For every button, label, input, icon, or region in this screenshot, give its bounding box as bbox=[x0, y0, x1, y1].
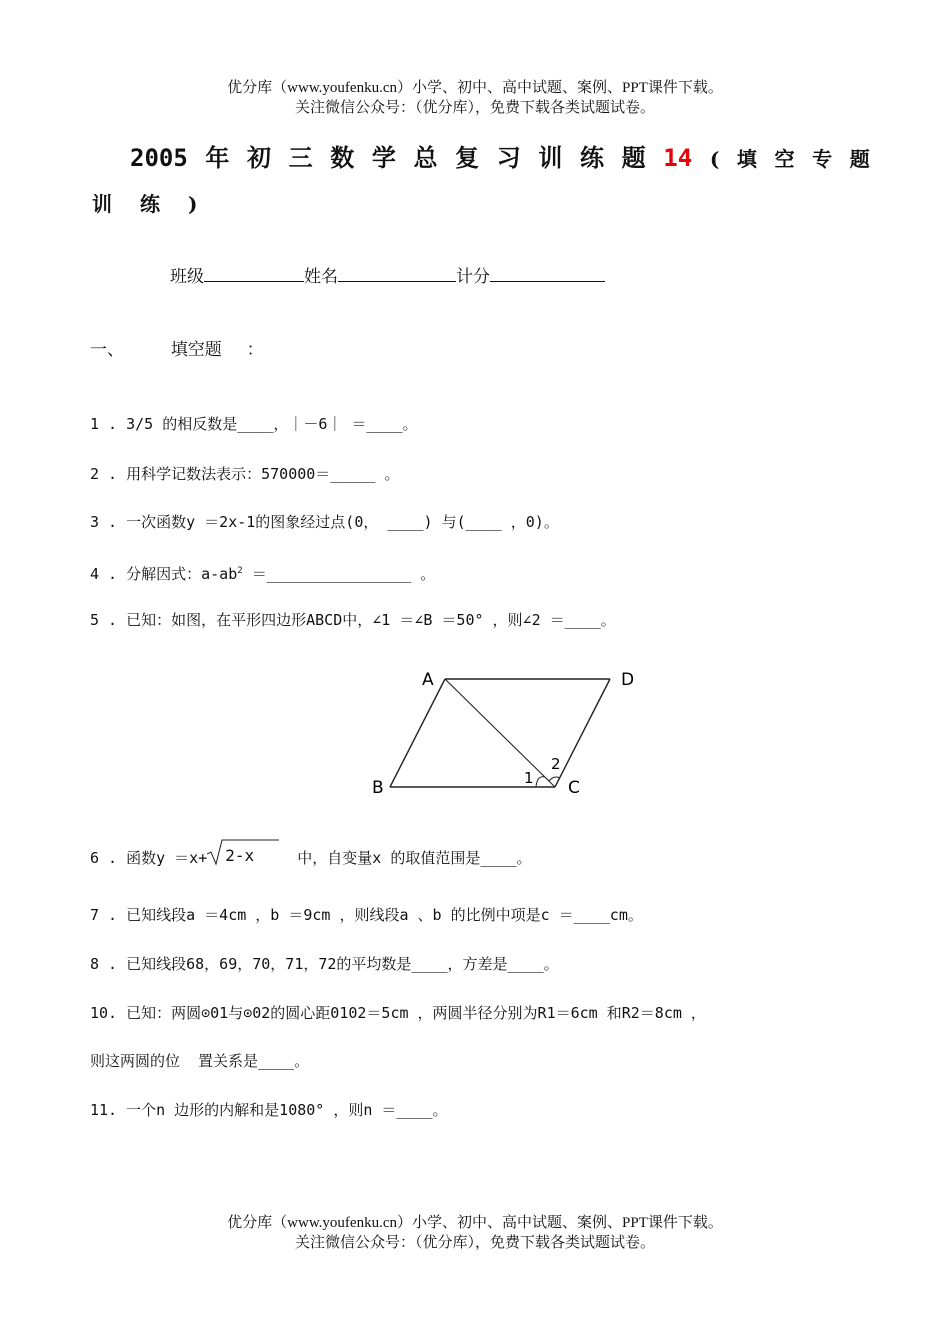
title-char: 习 bbox=[496, 143, 521, 172]
class-blank[interactable] bbox=[204, 263, 304, 282]
square-root bbox=[207, 846, 279, 874]
title-number: 14 bbox=[663, 144, 693, 172]
question-3: 3 . 一次函数y ＝2x-1的图象经过点(0， ____) 与(____ ，0)。 bbox=[90, 513, 559, 531]
score-blank[interactable] bbox=[490, 263, 605, 282]
question-4-text: 4 . 分解因式：a-ab bbox=[90, 565, 238, 583]
name-blank[interactable] bbox=[338, 263, 456, 282]
title-char: 年 bbox=[205, 143, 230, 172]
title-char: 学 bbox=[371, 143, 396, 172]
question-11: 11. 一个n 边形的内解和是1080° ，则n ＝____。 bbox=[90, 1101, 448, 1119]
score-label: 计分 bbox=[456, 267, 490, 287]
footer-line-2: 关注微信公众号：（优分库），免费下载各类试题试卷。 bbox=[294, 1235, 655, 1251]
header-line-1: 优分库（www.youfenku.cn）小学、初中、高中试题、案例、PPT课件下载。 bbox=[227, 80, 723, 96]
question-10-line-1: 10. 已知：两圆⊙01与⊙02的圆心距0102＝5cm ，两圆半径分别为R1＝6cm 和R2＝8cm ， bbox=[90, 1004, 706, 1022]
question-8: 8 . 已知线段68，69，70，71，72的平均数是____，方差是____。 bbox=[90, 955, 559, 973]
question-4-exponent: 2 bbox=[237, 566, 243, 576]
edge-DC bbox=[555, 679, 610, 787]
section-heading bbox=[90, 338, 264, 362]
question-1: 1 . 3/5 的相反数是____，｜－6｜ ＝____。 bbox=[90, 415, 418, 433]
angle-1-arc bbox=[536, 777, 545, 787]
vertex-label-C: C bbox=[568, 778, 580, 798]
title-year: 2005 bbox=[130, 144, 188, 172]
section-colon: ： bbox=[246, 340, 264, 360]
title-sub-char: 题 bbox=[849, 147, 870, 171]
title-line2-char: 训 bbox=[92, 192, 112, 216]
name-label: 姓名 bbox=[304, 267, 338, 287]
title-sub-char: 专 bbox=[812, 147, 833, 171]
title-char: 训 bbox=[538, 143, 563, 172]
edge-AB bbox=[390, 679, 445, 787]
question-6 bbox=[90, 846, 532, 874]
title-char: 数 bbox=[330, 143, 355, 172]
title-char: 复 bbox=[455, 143, 480, 172]
title-char: 总 bbox=[413, 143, 438, 172]
title-char: 题 bbox=[621, 143, 646, 172]
footer-line-1: 优分库（www.youfenku.cn）小学、初中、高中试题、案例、PPT课件下载。 bbox=[227, 1215, 723, 1231]
title-sub-char: 空 bbox=[774, 147, 795, 171]
question-5: 5 . 已知：如图，在平形四边形ABCD中，∠1 ＝∠B ＝50° ，则∠2 ＝____。 bbox=[90, 611, 616, 629]
question-6-rest: 中，自变量x 的取值范围是____。 bbox=[279, 849, 532, 867]
vertex-label-A: A bbox=[422, 670, 434, 690]
question-4 bbox=[90, 559, 435, 586]
question-4-answer: ＝________________ 。 bbox=[242, 565, 436, 583]
question-2: 2 . 用科学记数法表示：570000＝_____ 。 bbox=[90, 465, 400, 483]
header-line-2: 关注微信公众号：（优分库），免费下载各类试题试卷。 bbox=[294, 100, 655, 116]
student-info-line bbox=[170, 263, 605, 289]
question-6-text: 6 . 函数y ＝x+ bbox=[90, 849, 208, 867]
page-title-continued bbox=[92, 188, 197, 218]
angle-label-2: 2 bbox=[551, 755, 561, 773]
parallelogram-figure bbox=[360, 665, 650, 805]
vertex-label-B: B bbox=[372, 778, 384, 798]
question-10-line-2: 则这两圆的位 置关系是____。 bbox=[90, 1052, 310, 1070]
section-index: 一、 bbox=[90, 340, 124, 360]
title-char: 初 bbox=[247, 143, 272, 172]
radicand: 2-x bbox=[225, 846, 255, 865]
title-sub-char: 填 bbox=[736, 147, 757, 171]
title-paren-open: ( bbox=[709, 147, 720, 171]
title-line2-char: 练 bbox=[140, 192, 160, 216]
title-char: 练 bbox=[580, 143, 605, 172]
question-7: 7 . 已知线段a ＝4cm ，b ＝9cm ，则线段a 、b 的比例中项是c ＝____cm。 bbox=[90, 906, 643, 924]
page-title bbox=[130, 138, 870, 172]
section-label: 填空题 bbox=[170, 340, 222, 360]
class-label: 班级 bbox=[170, 267, 204, 287]
title-char: 三 bbox=[288, 143, 313, 172]
diagonal-AC bbox=[445, 679, 555, 787]
vertex-label-D: D bbox=[621, 670, 635, 690]
title-line2-char: ) bbox=[188, 192, 198, 216]
angle-label-1: 1 bbox=[524, 769, 534, 787]
